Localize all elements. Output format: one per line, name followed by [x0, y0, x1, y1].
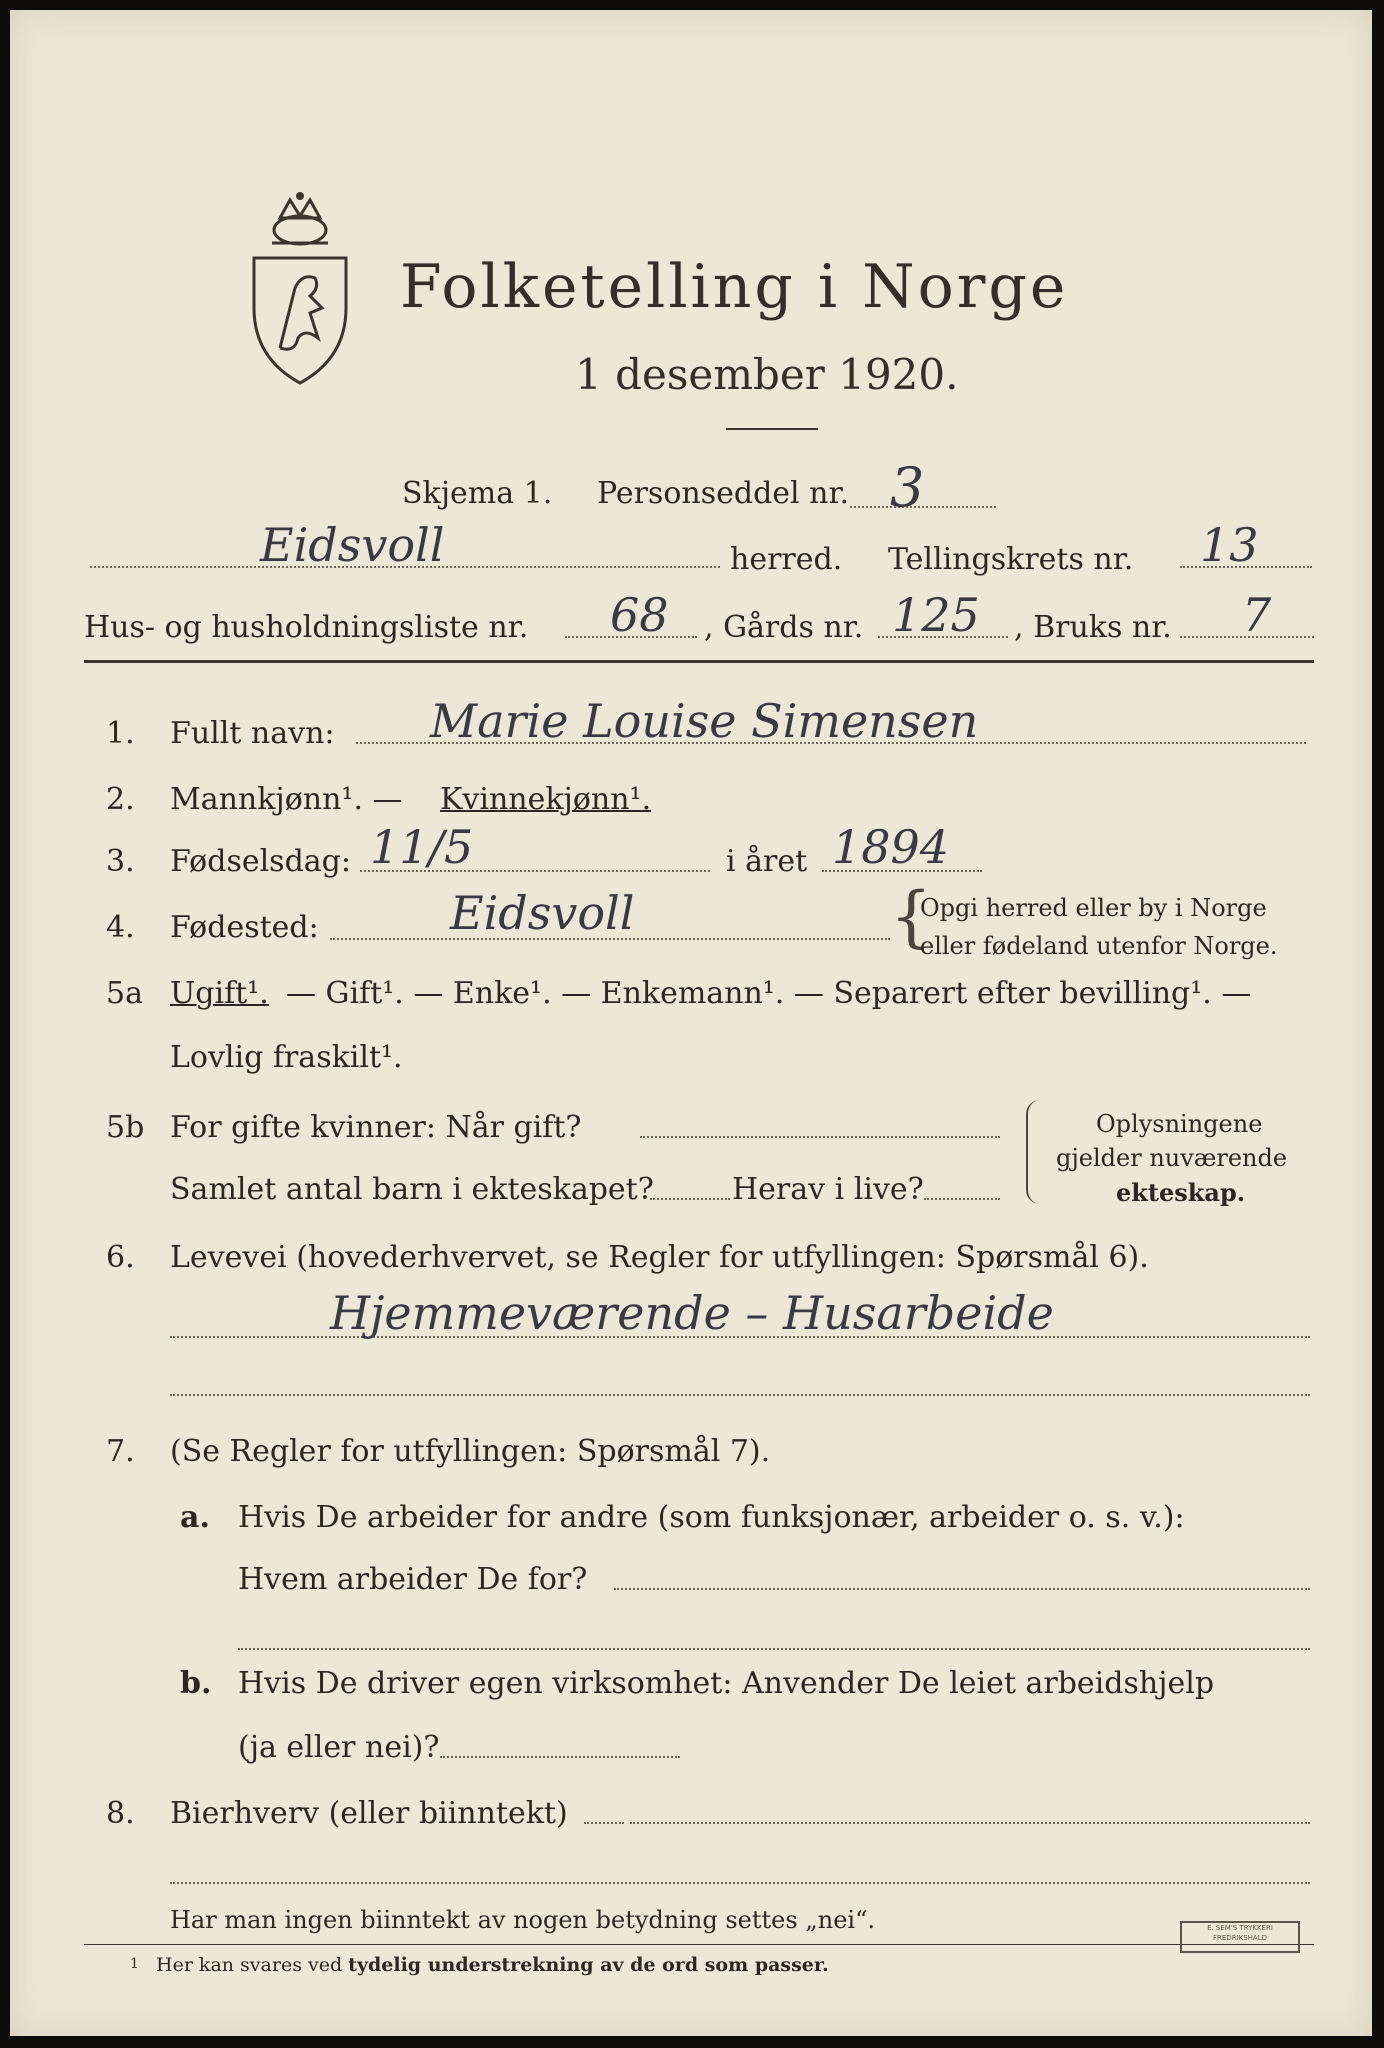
birthplace-value: Eidsvoll [450, 886, 635, 940]
q7-label: (Se Regler for utfyllingen: Spørsmål 7). [170, 1434, 771, 1469]
marriage-note-brace [1026, 1100, 1042, 1204]
marital-options: — Gift¹. — Enke¹. — Enkemann¹. — Separert efter bevilling¹. — [286, 976, 1252, 1011]
alive-label: Herav i live? [732, 1172, 924, 1207]
q8-number: 8. [106, 1796, 135, 1831]
birthplace-note-line2: eller fødeland utenfor Norge. [920, 932, 1278, 960]
male-option: Mannkjønn¹. — [170, 782, 403, 817]
q7b-line1: Hvis De driver egen virksomhet: Anvender De leiet arbeidshjelp [238, 1666, 1215, 1701]
birthday-value: 11/5 [370, 820, 474, 874]
tellingskrets-value: 13 [1200, 518, 1259, 572]
q1-number: 1. [106, 716, 135, 751]
marriage-note-line1: Oplysningene [1096, 1110, 1263, 1138]
female-option: Kvinnekjønn¹. [440, 782, 652, 817]
no-income-note: Har man ingen biinntekt av nogen betydning settes „nei“. [170, 1906, 875, 1934]
husholdningsliste-label: Hus- og husholdningsliste nr. [84, 610, 529, 645]
q7a-line1: Hvis De arbeider for andre (som funksjonær, arbeider o. s. v.): [238, 1500, 1185, 1535]
form-title: Folketelling i Norge [400, 252, 1069, 322]
header-rule [84, 660, 1314, 663]
q6-number: 6. [106, 1240, 135, 1275]
bruks-value: 7 [1242, 588, 1272, 642]
children-label: Samlet antal barn i ekteskapet? [170, 1172, 654, 1207]
q7a-line2: Hvem arbeider De for? [238, 1562, 588, 1597]
husholdningsliste-value: 68 [610, 588, 669, 642]
marriage-note-line2: gjelder nuværende [1056, 1144, 1288, 1172]
full-name-value: Marie Louise Simensen [430, 694, 979, 748]
footnote-text-b: tydelig understrekning av de ord som passer. [348, 1954, 829, 1976]
footnote-text-a: Her kan svares ved [156, 1954, 343, 1976]
norwegian-coat-of-arms-icon [240, 188, 360, 388]
title-divider [726, 428, 818, 430]
q5b-number: 5b [106, 1110, 145, 1145]
tellingskrets-label: Tellingskrets nr. [888, 542, 1134, 577]
married-when-label: For gifte kvinner: Når gift? [170, 1110, 582, 1145]
birthplace-note-line1: Opgi herred eller by i Norge [920, 894, 1267, 922]
q3-label: Fødselsdag: [170, 844, 351, 879]
birthplace-note-brace: { [890, 878, 932, 955]
skjema-label: Skjema 1. [402, 476, 553, 511]
year-label: i året [726, 844, 808, 879]
q7a-letter: a. [180, 1500, 210, 1535]
q7-number: 7. [106, 1434, 135, 1469]
occupation-value: Hjemmeværende – Husarbeide [330, 1286, 1054, 1340]
herred-value: Eidsvoll [260, 518, 445, 572]
q3-number: 3. [106, 844, 135, 879]
birth-year-value: 1894 [832, 820, 950, 874]
personseddel-label: Personseddel nr. [597, 476, 850, 511]
q4-label: Fødested: [170, 910, 319, 945]
footnote-text [156, 1954, 829, 1976]
marriage-note-line3: ekteskap. [1116, 1178, 1246, 1207]
gards-label: , Gårds nr. [704, 610, 864, 645]
q2-number: 2. [106, 782, 135, 817]
q4-number: 4. [106, 910, 135, 945]
q5a-number: 5a [106, 976, 143, 1011]
ugift-option: Ugift¹. [170, 976, 269, 1011]
q1-label: Fullt navn: [170, 716, 335, 751]
q7b-letter: b. [180, 1666, 212, 1701]
q7b-line2: (ja eller nei)? [238, 1730, 440, 1765]
herred-label: herred. [730, 542, 843, 577]
footnote-mark: 1 [130, 1956, 139, 1972]
census-form [10, 10, 1372, 2036]
q6-label: Levevei (hovederhvervet, se Regler for utfyllingen: Spørsmål 6). [170, 1240, 1149, 1275]
fraskilt-option: Lovlig fraskilt¹. [170, 1040, 403, 1075]
q8-label: Bierhverv (eller biinntekt) [170, 1796, 568, 1831]
census-date: 1 desember 1920. [575, 350, 959, 399]
personseddel-value: 3 [890, 456, 925, 519]
printer-stamp: E. SEM'S TRYKKERI FREDRIKSHALD [1180, 1921, 1300, 1953]
bruks-label: , Bruks nr. [1014, 610, 1172, 645]
gards-value: 125 [892, 588, 980, 642]
